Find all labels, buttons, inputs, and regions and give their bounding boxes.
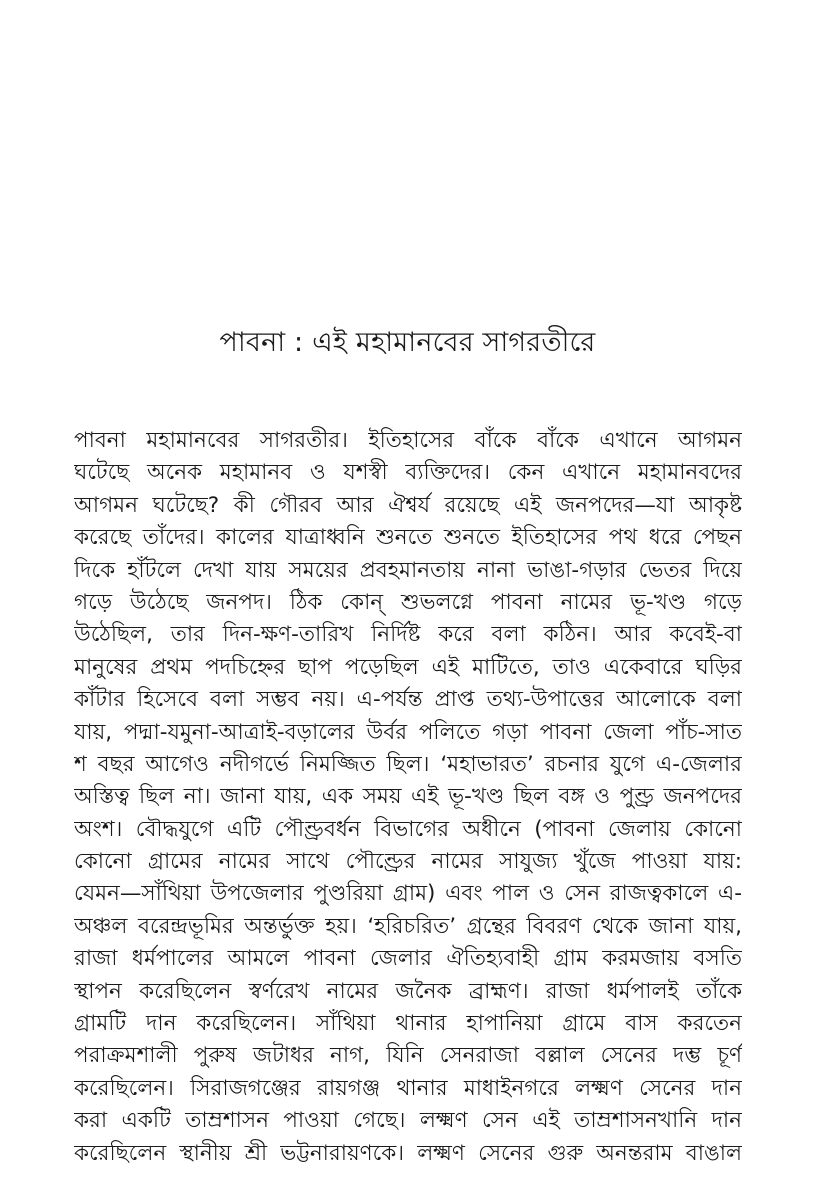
chapter-title: পাবনা : এই মহামানবের সাগরতীরে [219, 327, 596, 358]
text-line: করেছিলেন স্থানীয় শ্রী ভট্টনারায়ণকে। লক্ষ্মণ সেনের গুরু অনন্তরাম বাঙাল [74, 1140, 742, 1166]
body-paragraph [74, 425, 742, 1170]
text-line: করেছিলেন। সিরাজগঞ্জের রায়গঞ্জ থানার মাধাইনগরে লক্ষ্মণ সেনের দান [74, 1075, 742, 1101]
text-line: যেমন—সাঁথিয়া উপজেলার পুণ্ডরিয়া গ্রাম) এবং পাল ও সেন রাজত্বকালে এ- [74, 881, 742, 907]
text-line: রাজা ধর্মপালের আমলে পাবনা জেলার ঐতিহ্যবাহী গ্রাম করমজায় বসতি [74, 946, 742, 972]
text-line: করা একটি তাম্রশাসন পাওয়া গেছে। লক্ষ্মণ সেন এই তাম্রশাসনখানি দান [74, 1108, 742, 1134]
text-line: কোনো গ্রামের নামের সাথে পৌণ্ড্রের নামের সাযুজ্য খুঁজে পাওয়া যায়: [74, 849, 742, 875]
text-line: উঠেছিল, তার দিন-ক্ষণ-তারিখ নির্দিষ্ট করে বলা কঠিন। আর কবেই-বা [74, 622, 742, 648]
text-line: পাবনা মহামানবের সাগরতীর। ইতিহাসের বাঁকে বাঁকে এখানে আগমন [74, 428, 742, 453]
text-line: কাঁটার হিসেবে বলা সম্ভব নয়। এ-পর্যন্ত প্রাপ্ত তথ্য-উপাত্তের আলোকে বলা [74, 687, 742, 713]
text-line: দিকে হাঁটলে দেখা যায় সময়ের প্রবহমানতায় নানা ভাঙা-গড়ার ভেতর দিয়ে [74, 557, 742, 583]
text-line: স্থাপন করেছিলেন স্বর্ণরেখ নামের জনৈক ব্রাহ্মণ। রাজা ধর্মপালই তাঁকে [74, 978, 742, 1004]
text-line: মানুষের প্রথম পদচিহ্নের ছাপ পড়েছিল এই মাটিতে, তাও একেবারে ঘড়ির [74, 654, 742, 680]
text-line: যায়, পদ্মা-যমুনা-আত্রাই-বড়ালের উর্বর পলিতে গড়া পাবনা জেলা পাঁচ-সাত [74, 719, 742, 745]
text-line: অস্তিত্ব ছিল না। জানা যায়, এক সময় এই ভূ-খণ্ড ছিল বঙ্গ ও পুণ্ড্র জনপদের [74, 784, 742, 810]
text-line: করেছে তাঁদের। কালের যাত্রাধ্বনি শুনতে শুনতে ইতিহাসের পথ ধরে পেছন [74, 525, 742, 551]
text-line: আগমন ঘটেছে? কী গৌরব আর ঐশ্বর্য রয়েছে এই জনপদের—যা আকৃষ্ট [74, 492, 742, 518]
text-line: পরাক্রমশালী পুরুষ জটাধর নাগ, যিনি সেনরাজা বল্লাল সেনের দম্ভ চূর্ণ [74, 1043, 742, 1069]
text-line: অঞ্চল বরেন্দ্রভূমির অন্তর্ভুক্ত হয়। ‘হরিচরিত’ গ্রন্থের বিবরণ থেকে জানা যায়, [74, 913, 742, 939]
text-line: গড়ে উঠেছে জনপদ। ঠিক কোন্ শুভলগ্নে পাবনা নামের ভূ-খণ্ড গড়ে [74, 589, 742, 615]
text-line: ঘটেছে অনেক মহামানব ও যশস্বী ব্যক্তিদের। কেন এখানে মহামানবদের [74, 460, 742, 486]
text-line: শ বছর আগেও নদীগর্ভে নিমজ্জিত ছিল। ‘মহাভারত’ রচনার যুগে এ-জেলার [74, 751, 742, 777]
text-line: অংশ। বৌদ্ধযুগে এটি পৌণ্ড্রবর্ধন বিভাগের অধীনে (পাবনা জেলায় কোনো [74, 816, 742, 842]
text-line: গ্রামটি দান করেছিলেন। সাঁথিয়া থানার হাপানিয়া গ্রামে বাস করতেন [74, 1011, 742, 1037]
